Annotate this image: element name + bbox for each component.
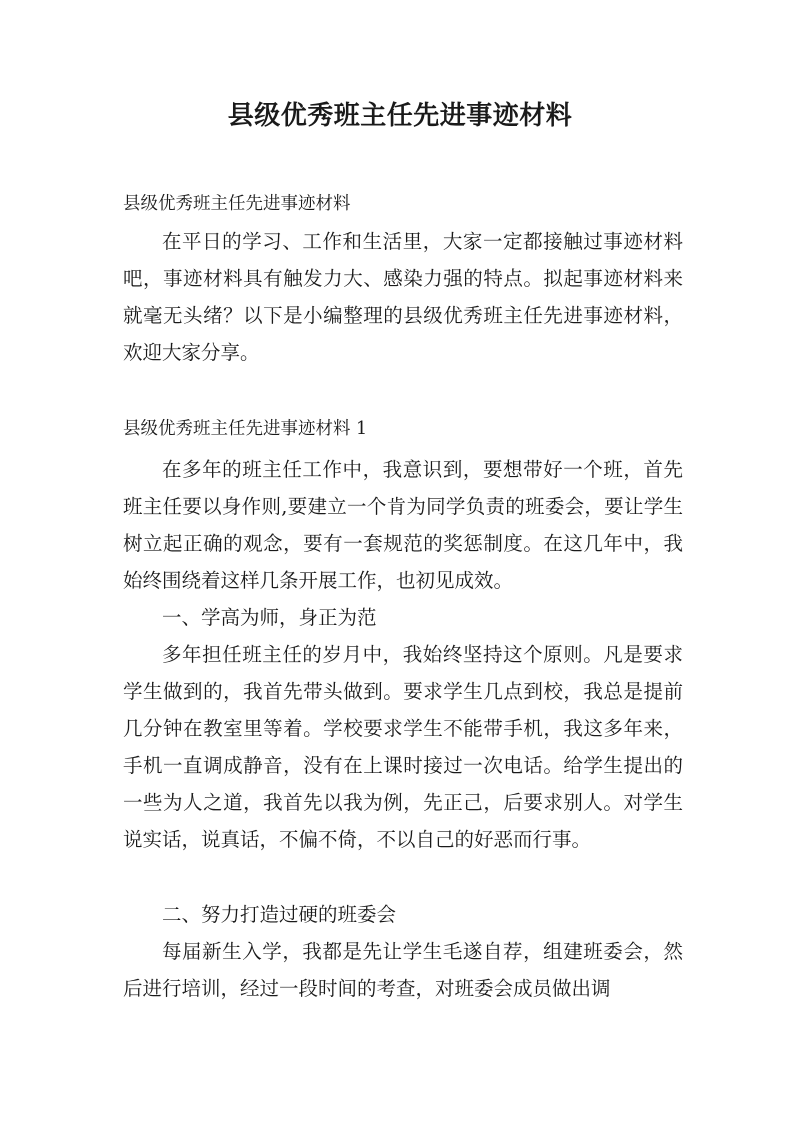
heading-2: 二、努力打造过硬的班委会: [162, 903, 397, 926]
paragraph-2: 每届新生入学，我都是先让学生毛遂自荐，组建班委会，然后进行培训，经过一段时间的考查，对班委会成员做出调: [123, 940, 683, 1000]
intro-paragraph: 在平日的学习、工作和生活里，大家一定都接触过事迹材料吧，事迹材料具有触发力大、感染力强的特点。拟起事迹材料来就毫无头绪？以下是小编整理的县级优秀班主任先进事迹材料，欢迎大家分享。: [123, 230, 683, 364]
section-title: 县级优秀班主任先进事迹材料 1: [123, 419, 368, 439]
heading-1: 一、学高为师，身正为范: [162, 606, 377, 629]
intro-subtitle: 县级优秀班主任先进事迹材料: [123, 194, 351, 214]
paragraph-1: 多年担任班主任的岁月中，我始终坚持这个原则。凡是要求学生做到的，我首先带头做到。要求学生几点到校，我总是提前几分钟在教室里等着。学校要求学生不能带手机，我这多年来，手机一直调成静音，没有在上课时接过一次电话。给学生提出的一些为人之道，我首先以我为例，先正己，后要求别人。对学生说实话，说真话，不偏不倚，不以自己的好恶而行事。: [123, 643, 683, 851]
section-paragraph: 在多年的班主任工作中，我意识到，要想带好一个班，首先班主任要以身作则,要建立一个肯为同学负责的班委会，要让学生树立起正确的观念，要有一套规范的奖惩制度。在这几年中，我始终围绕着这样几条开展工作，也初见成效。: [123, 458, 683, 592]
document-title: 县级优秀班主任先进事迹材料: [227, 101, 573, 131]
